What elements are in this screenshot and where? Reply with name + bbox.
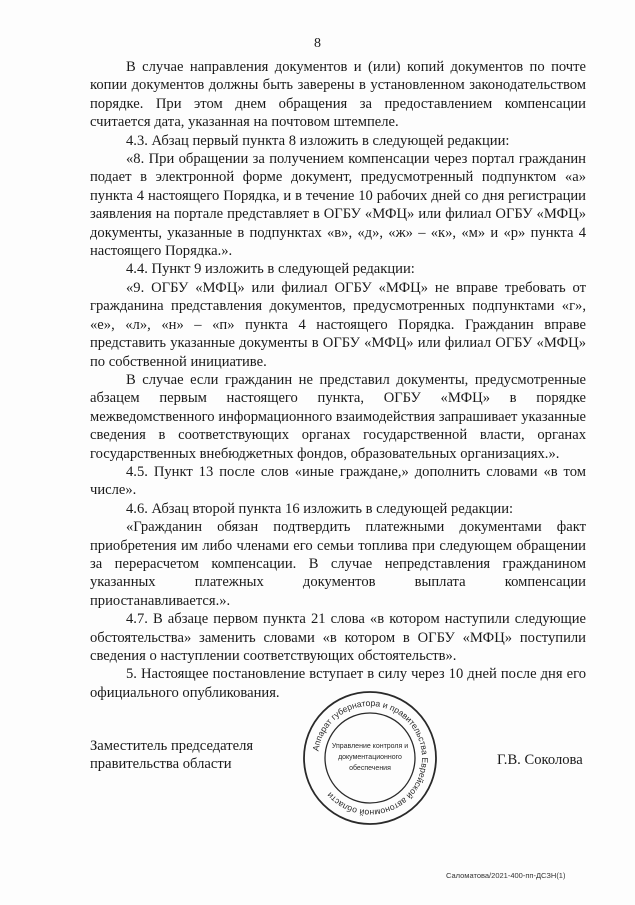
document-body — [90, 58, 586, 702]
paragraph-4-6: 4.6. Абзац второй пункта 16 изложить в следующей редакции: — [126, 500, 514, 517]
signatory-title-line-1: Заместитель председателя — [90, 738, 254, 754]
stamp-ring-text: Аппарат губернатора и правительства Еврейской автономной области — [310, 697, 431, 819]
paragraph-4-3: 4.3. Абзац первый пункта 8 изложить в следующей редакции: — [126, 132, 510, 149]
signatory-title-line-2: правительства области — [90, 756, 232, 773]
paragraph-item-8: «8. При обращении за получением компенсации через портал гражданин подает в электронной форме документ, предусмотренный подпунктом «а» пункта 4 настоящего Порядка, и в течение 10 рабочих дней со дня регистрации заявления на портале представляет в ОГБУ «МФЦ» или филиал ОГБУ «МФЦ» документы, указанные в подпунктах «в», «д», «ж» – «к», «м» и «р» пункта 4 настоящего Порядка.». — [90, 151, 586, 260]
paragraph-4-7: 4.7. В абзаце первом пункта 21 слова «в котором наступили следующие обстоятельства» заменить словами «в котором в ОГБУ «МФЦ» поступили сведения о наступлении соответствующих обстоятельств». — [90, 611, 586, 664]
stamp-center-line-1: Управление контроля и — [331, 743, 409, 750]
stamp-center-line-3: обеспечения — [349, 765, 391, 772]
paragraph-item-16: «Гражданин обязан подтвердить платежными документами факт приобретения им либо членами его семьи топлива при следующем обращении за перерасчетом компенсации. В случае непредставления гражданином указанных платежных документов выплата компенсации приостанавливается.». — [90, 519, 586, 609]
paragraph-5: 5. Настоящее постановление вступает в силу через 10 дней после дня его официального опубликования. — [90, 666, 586, 701]
paragraph-4-5: 4.5. Пункт 13 после слов «иные граждане,» дополнить словами «в том числе». — [90, 463, 586, 499]
page-number: 8 — [314, 36, 321, 51]
paragraph-item-9: «9. ОГБУ «МФЦ» или филиал ОГБУ «МФЦ» не вправе требовать от гражданина представления документов, предусмотренных подпунктами «г», «е», «л», «н» – «п» пункта 4 настоящего Порядка. Гражданин вправе представить указанные документы в ОГБУ «МФЦ» или филиал ОГБУ «МФЦ» по собственной инициативе. — [90, 279, 586, 370]
official-stamp-icon — [300, 688, 440, 828]
paragraph-4-4: 4.4. Пункт 9 изложить в следующей редакции: — [126, 261, 415, 278]
paragraph-mail-copies: В случае направления документов и (или) копий документов по почте копии документов должны быть заверены в установленном законодательством порядке. При этом днем обращения за предоставлением компенсации считается дата, указанная на почтовом штемпеле. — [90, 59, 586, 131]
signatory-title — [90, 737, 253, 774]
document-footer-code: Саломатова/2021-400-пп-ДСЗН(1) — [446, 871, 566, 880]
stamp-center-line-2: документационного — [338, 754, 402, 761]
paragraph-item-9-second: В случае если гражданин не представил документы, предусмотренные абзацем первым настоящего пункта, ОГБУ «МФЦ» в порядке межведомственного информационного взаимодействия запрашивает указанные сведения в соответствующих органах государственной власти, органах государственных внебюджетных фондов, образовательных организациях.». — [90, 371, 586, 462]
signatory-name: Г.В. Соколова — [497, 752, 583, 768]
